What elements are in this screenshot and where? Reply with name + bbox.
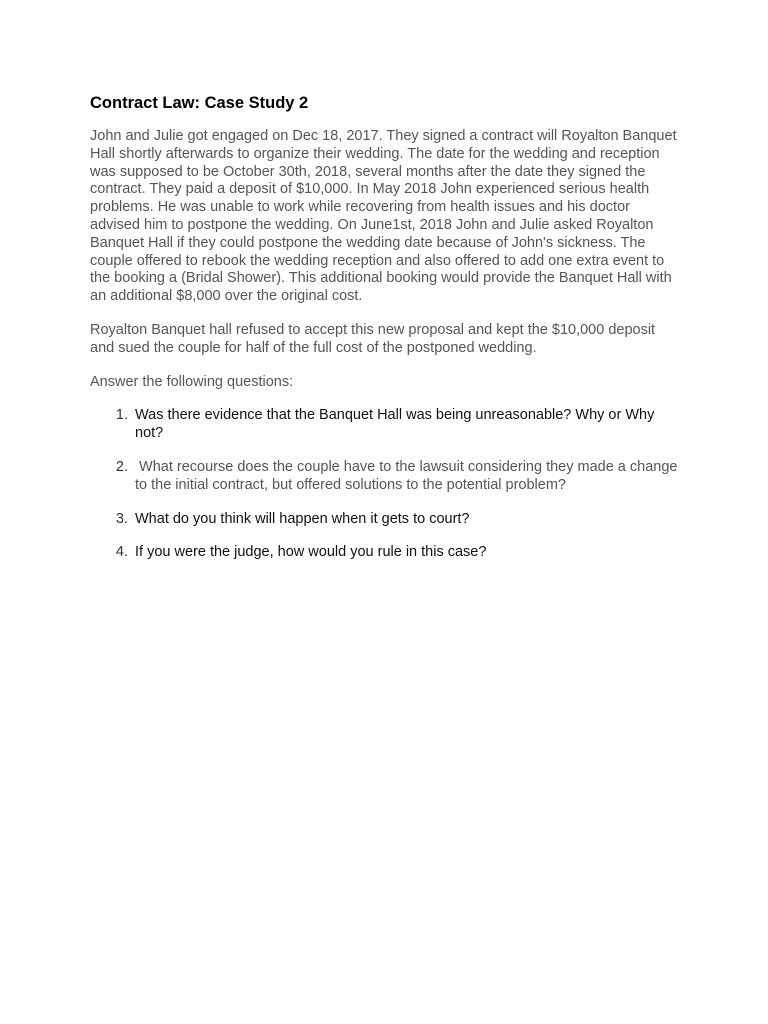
question-item xyxy=(90,407,682,443)
questions-list xyxy=(90,407,682,562)
question-text: What do you think will happen when it gets to court? xyxy=(135,510,470,527)
question-number: 4. xyxy=(115,544,128,561)
question-text: Was there evidence that the Banquet Hall was being unreasonable? Why or Why not? xyxy=(135,407,655,442)
case-paragraph: John and Julie got engaged on Dec 18, 2017. They signed a contract will Royalton Banquet Hall shortly afterwards to organize their wedding. The date for the wedding and reception was supposed to be October 30th, 2018, several months after the date they signed the contract. They paid a deposit of $10,000. In May 2018 John experienced serious health problems. He was unable to work while recovering from health issues and his doctor advised him to postpone the wedding. On June1st, 2018 John and Julie asked Royalton Banquet Hall if they could postpone the wedding date because of John's sickness. The couple offered to rebook the wedding reception and also offered to add one extra event to the booking a (Bridal Shower). This additional booking would provide the Banquet Hall with an additional $8,000 over the original cost. xyxy=(90,128,677,305)
question-item xyxy=(90,544,682,562)
document-page xyxy=(90,92,682,578)
question-number: 2. xyxy=(115,458,128,475)
question-item xyxy=(90,459,682,495)
case-paragraph: Royalton Banquet hall refused to accept this new proposal and kept the $10,000 deposit and sued the couple for half of the full cost of the postponed wedding. xyxy=(90,321,656,356)
question-item xyxy=(90,511,682,529)
question-number: 3. xyxy=(115,510,128,527)
question-text: What recourse does the couple have to the lawsuit considering they made a change to the initial contract, but offered solutions to the potential problem? xyxy=(135,458,682,493)
document-title: Contract Law: Case Study 2 xyxy=(90,94,309,112)
instructions-paragraph: Answer the following questions: xyxy=(90,373,294,390)
question-number: 1. xyxy=(115,407,128,424)
question-text: If you were the judge, how would you rule in this case? xyxy=(135,544,487,561)
